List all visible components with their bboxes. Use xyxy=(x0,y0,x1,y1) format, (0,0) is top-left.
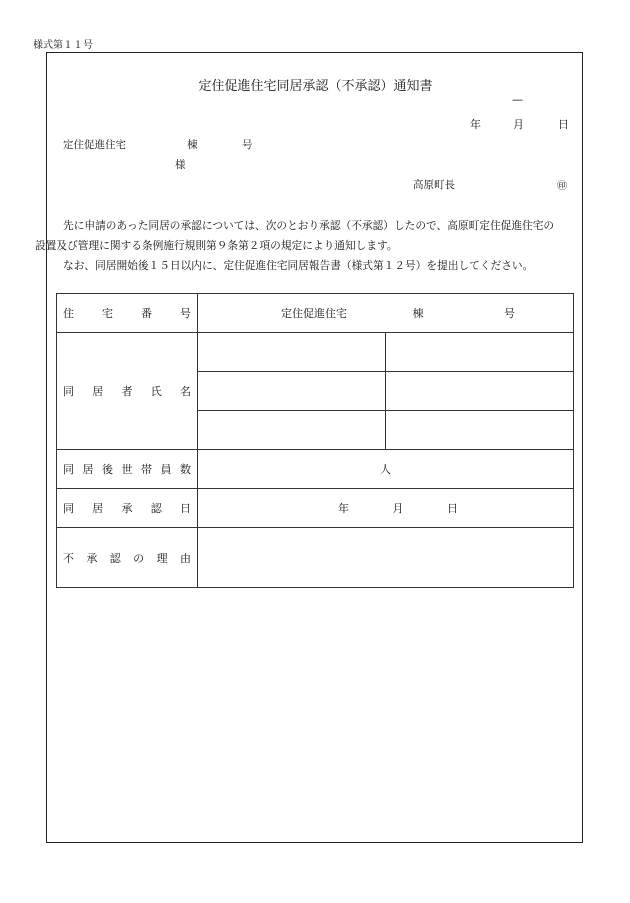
label-char: 世 xyxy=(121,463,133,476)
cohabitant-relation-cell[interactable] xyxy=(386,333,574,372)
rejection-reason-value[interactable] xyxy=(198,528,574,588)
approval-year: 年 xyxy=(338,502,349,515)
housing-building: 定住促進住宅 xyxy=(281,307,347,320)
form-number: 様式第１１号 xyxy=(33,40,93,51)
label-approval-date xyxy=(57,489,198,528)
body-line-3: なお、同居開始後１５日以内に、定住促進住宅同居報告書（様式第１２号）を提出してください。 xyxy=(63,259,534,272)
label-char: 同 xyxy=(63,463,74,476)
label-char: 後 xyxy=(102,463,113,476)
issuer-name: 高原町長 xyxy=(413,179,455,191)
label-char: 氏 xyxy=(150,385,162,398)
approval-date-value[interactable] xyxy=(198,489,574,528)
household-unit: 人 xyxy=(380,463,391,476)
label-char: 宅 xyxy=(102,307,113,320)
label-char: 帯 xyxy=(141,463,152,476)
label-char: 号 xyxy=(180,307,191,320)
label-char: 者 xyxy=(121,385,133,398)
label-char: 数 xyxy=(180,463,191,476)
label-char: 承 xyxy=(86,551,98,565)
label-char: 員 xyxy=(160,463,172,476)
label-housing-number xyxy=(57,294,198,333)
row-cohabitant-1 xyxy=(57,333,574,372)
label-char: 居 xyxy=(92,385,104,398)
household-count-value[interactable] xyxy=(198,450,574,489)
addressee-honorific: 様 xyxy=(175,159,186,171)
label-char: 理 xyxy=(156,551,168,565)
addressee-wing: 棟 xyxy=(187,139,198,151)
label-char: 名 xyxy=(180,385,191,398)
label-char: 居 xyxy=(92,502,104,515)
cohabitant-relation-cell[interactable] xyxy=(386,372,574,411)
body-line-1: 先に申請のあった同居の承認については、次のとおり承認（不承認）したので、高原町定住促進住宅の xyxy=(63,219,555,232)
row-household-count xyxy=(57,450,574,489)
housing-number-value[interactable] xyxy=(198,294,574,333)
label-char: 番 xyxy=(141,307,152,320)
date-dash: — xyxy=(512,93,523,106)
label-char: 承 xyxy=(121,502,133,515)
date-day: 日 xyxy=(558,118,569,131)
cohabitant-name-cell[interactable] xyxy=(198,333,386,372)
housing-wing: 棟 xyxy=(412,307,424,320)
label-char: 居 xyxy=(82,463,94,476)
label-char: 日 xyxy=(180,502,191,515)
document-frame xyxy=(35,52,583,843)
cohabitant-name-cell[interactable] xyxy=(198,372,386,411)
label-char: 認 xyxy=(109,551,121,565)
body-line-2: 設置及び管理に関する条例施行規則第９条第２項の規定により通知します。 xyxy=(35,239,398,252)
date-year: 年 xyxy=(470,118,481,131)
cohabitant-name-cell[interactable] xyxy=(198,411,386,450)
row-rejection-reason xyxy=(57,528,574,588)
label-char: 不 xyxy=(63,551,74,565)
addressee-number: 号 xyxy=(242,139,253,151)
row-approval-date xyxy=(57,489,574,528)
approval-day: 日 xyxy=(447,502,458,515)
row-housing-number xyxy=(57,294,574,333)
label-char: 同 xyxy=(63,385,74,398)
info-table xyxy=(56,293,574,588)
label-household-count xyxy=(57,450,198,489)
label-cohabitant-name xyxy=(57,333,198,450)
document-title: 定住促進住宅同居承認（不承認）通知書 xyxy=(198,79,433,94)
label-char: の xyxy=(133,551,145,565)
label-char: 由 xyxy=(179,551,191,565)
seal-mark: ㊞ xyxy=(557,181,567,192)
housing-number: 号 xyxy=(504,307,515,320)
date-month: 月 xyxy=(513,118,524,131)
label-rejection-reason xyxy=(57,528,198,588)
label-char: 住 xyxy=(63,307,74,320)
cohabitant-relation-cell[interactable] xyxy=(386,411,574,450)
approval-month: 月 xyxy=(392,502,404,515)
addressee-building: 定住促進住宅 xyxy=(63,139,126,151)
label-char: 同 xyxy=(63,502,74,515)
label-char: 認 xyxy=(150,502,162,515)
